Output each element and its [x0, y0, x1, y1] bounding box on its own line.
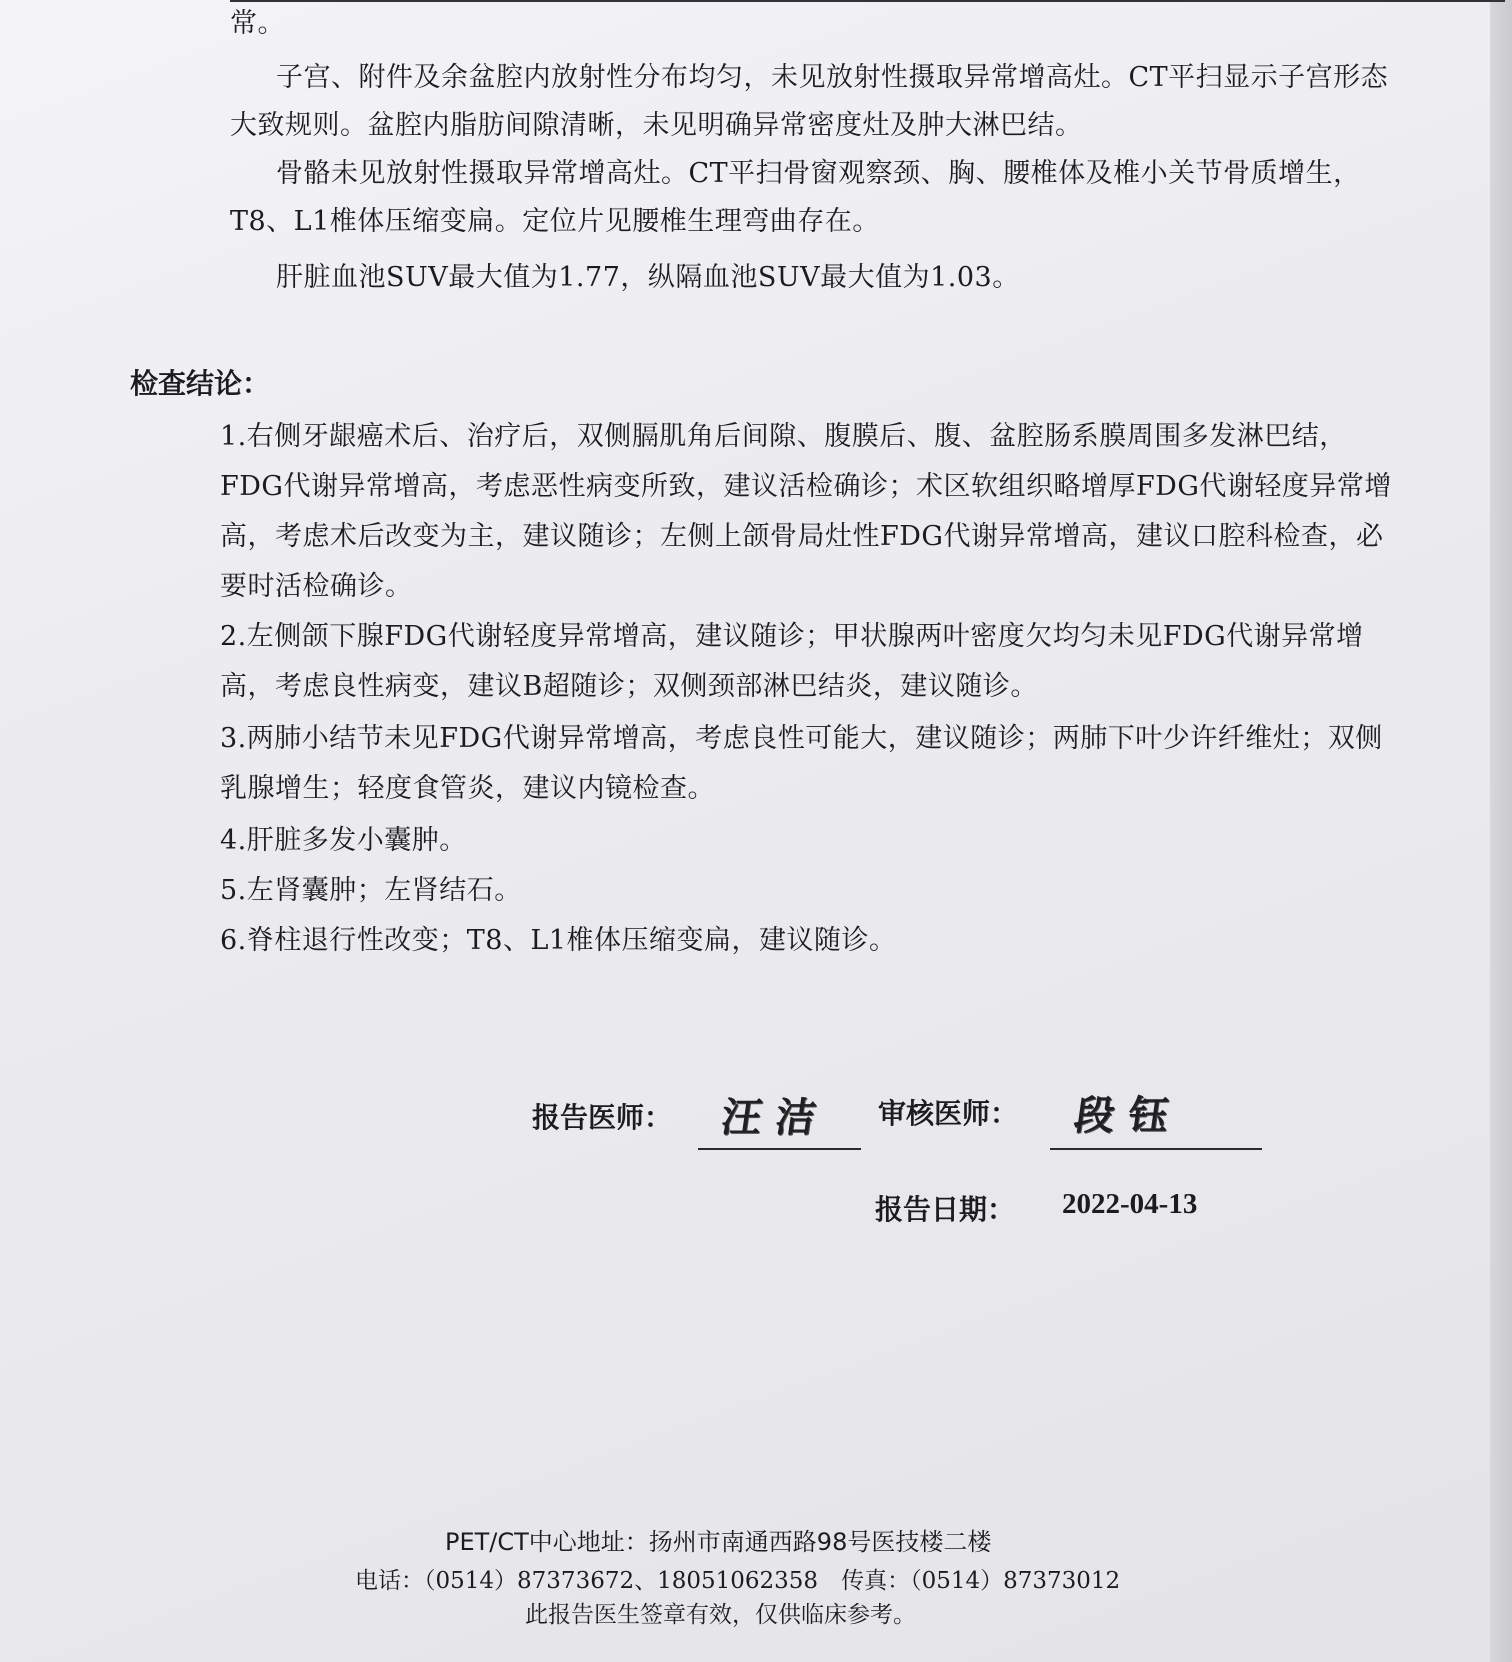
conclusion-heading: 检查结论：	[130, 367, 271, 400]
reviewer-signature: 段钰	[1071, 1092, 1186, 1139]
findings-suv-paragraph: 肝脏血池SUV最大值为1.77，纵隔血池SUV最大值为1.03。	[276, 262, 1020, 293]
reviewer-signature-line	[1050, 1148, 1262, 1150]
conclusion-item-2: 2.左侧颌下腺FDG代谢轻度异常增高，建议随诊；甲状腺两叶密度欠均匀未见FDG代谢异常增高，考虑良性病变，建议B超随诊；双侧颈部淋巴结炎，建议随诊。	[220, 621, 1364, 702]
report-date-label: 报告日期：	[875, 1193, 1016, 1226]
reporter-label: 报告医师：	[532, 1101, 673, 1134]
findings-uterus-paragraph: 子宫、附件及余盆腔内放射性分布均匀，未见放射性摄取异常增高灶。CT平扫显示子宫形态大致规则。盆腔内脂肪间隙清晰，未见明确异常密度灶及肿大淋巴结。	[230, 62, 1389, 141]
conclusion-item-5: 5.左肾囊肿；左肾结石。	[220, 875, 522, 906]
conclusion-item-6: 6.脊柱退行性改变；T8、L1椎体压缩变扁，建议随诊。	[220, 925, 897, 956]
conclusion-item-3: 3.两肺小结节未见FDG代谢异常增高，考虑良性可能大，建议随诊；两肺下叶少许纤维灶；双侧乳腺增生；轻度食管炎，建议内镜检查。	[220, 723, 1383, 804]
findings-fragment: 常。	[230, 8, 285, 39]
conclusion-item-4: 4.肝脏多发小囊肿。	[220, 825, 467, 856]
page-edge	[1490, 0, 1512, 1662]
reviewer-label: 审核医师：	[878, 1097, 1019, 1130]
footer-address: PET/CT中心地址：扬州市南通西路98号医技楼二楼	[445, 1528, 992, 1556]
footer-phone: 电话：（0514）87373672、18051062358 传真：（0514）87373012	[355, 1568, 1121, 1594]
report-date-value: 2022-04-13	[1062, 1188, 1198, 1220]
footer-note: 此报告医生签章有效，仅供临床参考。	[525, 1602, 916, 1628]
reporter-signature: 汪洁	[718, 1094, 833, 1141]
reporter-signature-line	[698, 1148, 861, 1150]
findings-bone-paragraph: 骨骼未见放射性摄取异常增高灶。CT平扫骨窗观察颈、胸、腰椎体及椎小关节骨质增生，T8、L1椎体压缩变扁。定位片见腰椎生理弯曲存在。	[230, 158, 1361, 237]
conclusion-item-1: 1.右侧牙龈癌术后、治疗后，双侧膈肌角后间隙、腹膜后、腹、盆腔肠系膜周围多发淋巴结，FDG代谢异常增高，考虑恶性病变所致，建议活检确诊；术区软组织略增厚FDG代谢轻度异常增高，考虑术后改变为主，建议随诊；左侧上颌骨局灶性FDG代谢异常增高，建议口腔科检查，必要时活检确诊。	[220, 421, 1392, 602]
